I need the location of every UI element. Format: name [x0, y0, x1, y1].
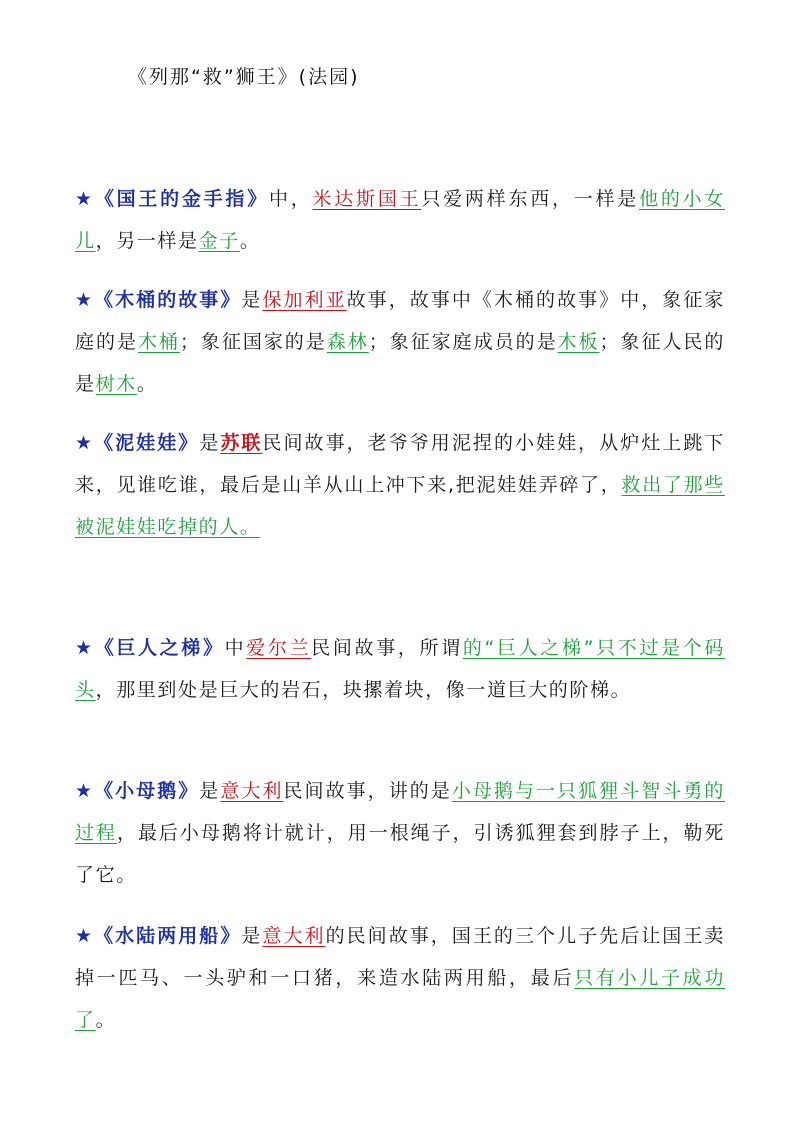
book-title: 《木桶的故事》: [94, 289, 242, 311]
book-title: 《小母鹅》: [94, 780, 200, 802]
paragraph-wooden-barrel: [75, 279, 725, 405]
body-text: ；象征国家的是: [179, 331, 327, 353]
key-answer: 救出了那些被泥娃娃吃掉的人。: [75, 474, 725, 538]
body-text: ，最后小母鹅将计就计，用一根绳子，引诱狐狸套到脖子上，勒死了它。: [75, 822, 726, 886]
body-text: 民间故事，所谓: [311, 637, 463, 659]
body-text: 的民间故事，国王的三个儿子先后让国王卖掉一匹马、一头驴和一口猪，来造水陆两用船，最后: [75, 925, 725, 989]
paragraph-gold-finger: [75, 178, 725, 262]
body-text: 是: [241, 289, 263, 311]
paragraph-little-goose: [75, 770, 725, 896]
body-text: ；象征人民的是: [75, 331, 726, 395]
key-answer: 森林: [326, 331, 369, 353]
body-text: ；象征家庭成员的是: [368, 331, 558, 353]
book-title: 《水陆两用船》: [94, 925, 242, 947]
star-icon: ★: [75, 780, 95, 802]
key-answer: 金子: [198, 230, 240, 252]
star-icon: ★: [75, 432, 95, 454]
key-answer: 的“巨人之梯”只不过是个码头: [75, 637, 725, 701]
body-text: 中: [224, 637, 247, 659]
origin-country: 意大利: [220, 780, 284, 802]
star-icon: ★: [75, 637, 95, 659]
key-answer: 树木: [95, 373, 137, 395]
book-title: 《泥娃娃》: [94, 432, 200, 454]
body-text: 中，: [268, 188, 313, 210]
key-answer: 木桶: [137, 331, 180, 353]
origin-country: 爱尔兰: [246, 637, 312, 659]
star-icon: ★: [75, 289, 95, 311]
paragraph-clay-doll: [75, 422, 725, 548]
body-text: 民间故事，老爷爷用泥捏的小娃娃，从炉灶上跳下来，见谁吃谁，最后是山羊从山上冲下来,把泥娃娃弄碎了，: [75, 432, 725, 496]
origin-country: 保加利亚: [262, 289, 347, 311]
body-text: 是: [199, 432, 221, 454]
body-text: 只爱两样东西，一样是: [421, 188, 640, 210]
body-text: 。: [239, 230, 261, 252]
body-text: 是: [199, 780, 221, 802]
body-text: 是: [241, 925, 263, 947]
paragraph-giants-ladder: [75, 627, 725, 711]
paragraph-amphibious-boat: [75, 915, 725, 1041]
origin-country: 意大利: [262, 925, 326, 947]
star-icon: ★: [75, 188, 95, 210]
origin-country: 米达斯国王: [312, 188, 422, 210]
body-text: ，另一样是: [95, 230, 199, 252]
book-title: 《巨人之梯》: [94, 637, 225, 659]
key-answer: 木板: [557, 331, 600, 353]
body-text: ，那里到处是巨大的岩石，块摞着块，像一道巨大的阶梯。: [95, 679, 632, 701]
book-title: 《国王的金手指》: [94, 188, 269, 210]
body-text: 故事，故事中《木桶的故事》中，象征家庭的是: [75, 289, 725, 353]
key-answer: 他的小女儿: [75, 188, 725, 252]
body-text: 民间故事，讲的是: [283, 780, 452, 802]
key-answer: 只有小儿子成功了: [75, 967, 725, 1031]
star-icon: ★: [75, 925, 95, 947]
document-title: 《列那“救”狮王》(法园): [128, 66, 360, 88]
body-text: 。: [136, 373, 158, 395]
key-answer: 小母鹅与一只狐狸斗智斗勇的过程: [75, 780, 725, 844]
origin-country: 苏联: [220, 432, 263, 454]
body-text: 。: [95, 1009, 117, 1031]
